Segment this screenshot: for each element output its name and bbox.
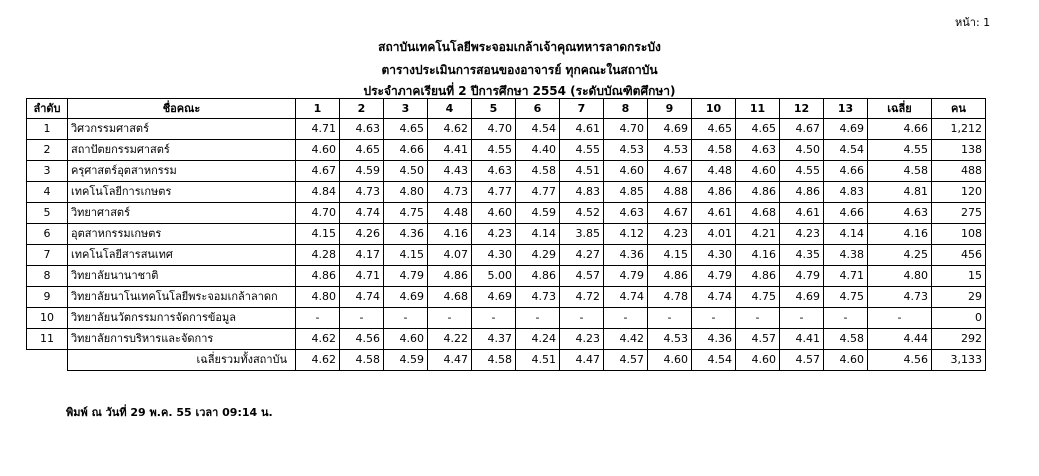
score-cell: 4.26 <box>340 224 384 245</box>
score-cell: 3.85 <box>560 224 604 245</box>
score-cell: 4.58 <box>692 140 736 161</box>
score-cell: 4.73 <box>340 182 384 203</box>
column-header: 7 <box>560 99 604 119</box>
row-index-cell: 10 <box>27 308 68 329</box>
institution-average-label: เฉลี่ยรวมทั้งสถาบัน <box>68 350 296 371</box>
row-index-cell: 5 <box>27 203 68 224</box>
score-cell: 4.24 <box>516 329 560 350</box>
semester-title: ประจำภาคเรียนที่ 2 ปีการศึกษา 2554 (ระดับบัณฑิตศึกษา) <box>363 84 676 98</box>
score-cell: 4.63 <box>868 203 932 224</box>
score-cell: 4.86 <box>296 266 340 287</box>
score-cell: - <box>560 308 604 329</box>
column-header: 5 <box>472 99 516 119</box>
score-cell: 4.61 <box>780 203 824 224</box>
score-cell: 4.73 <box>516 287 560 308</box>
total-score-cell: 4.58 <box>340 350 384 371</box>
faculty-name-cell: เทคโนโลยีการเกษตร <box>68 182 296 203</box>
faculty-name-cell: เทคโนโลยีสารสนเทศ <box>68 245 296 266</box>
score-cell: - <box>516 308 560 329</box>
score-cell: 4.86 <box>780 182 824 203</box>
score-cell: 4.61 <box>560 119 604 140</box>
score-cell: 4.74 <box>692 287 736 308</box>
score-cell: - <box>472 308 516 329</box>
score-cell: 4.72 <box>560 287 604 308</box>
column-header: 3 <box>384 99 428 119</box>
total-score-cell: 4.57 <box>604 350 648 371</box>
score-cell: 108 <box>932 224 986 245</box>
table-row <box>27 245 986 266</box>
score-cell: 0 <box>932 308 986 329</box>
score-cell: 4.01 <box>692 224 736 245</box>
score-cell: 4.86 <box>648 266 692 287</box>
column-header: 8 <box>604 99 648 119</box>
score-cell: 4.75 <box>736 287 780 308</box>
score-cell: 4.41 <box>780 329 824 350</box>
score-cell: 4.68 <box>428 287 472 308</box>
score-cell: 4.28 <box>296 245 340 266</box>
total-score-cell: 4.60 <box>648 350 692 371</box>
score-cell: - <box>428 308 472 329</box>
score-cell: 4.71 <box>824 266 868 287</box>
score-cell: 4.38 <box>824 245 868 266</box>
total-score-cell: 4.60 <box>736 350 780 371</box>
score-cell: 4.70 <box>604 119 648 140</box>
score-cell: 4.63 <box>340 119 384 140</box>
score-cell: 4.16 <box>868 224 932 245</box>
score-cell: 4.69 <box>384 287 428 308</box>
table-row <box>27 182 986 203</box>
column-header: 11 <box>736 99 780 119</box>
score-cell: 4.16 <box>736 245 780 266</box>
score-cell: 4.51 <box>560 161 604 182</box>
score-cell: 4.59 <box>340 161 384 182</box>
table-row <box>27 140 986 161</box>
score-cell: 4.30 <box>472 245 516 266</box>
column-header: 9 <box>648 99 692 119</box>
total-score-cell: 4.47 <box>560 350 604 371</box>
row-index-cell: 7 <box>27 245 68 266</box>
column-header: ชื่อคณะ <box>68 99 296 119</box>
faculty-name-cell: วิทยาลัยนานาชาติ <box>68 266 296 287</box>
score-cell: - <box>296 308 340 329</box>
score-cell: 4.88 <box>648 182 692 203</box>
score-cell: 4.63 <box>736 140 780 161</box>
score-cell: 4.66 <box>824 203 868 224</box>
score-cell: 4.61 <box>692 203 736 224</box>
score-cell: 4.55 <box>780 161 824 182</box>
row-index-cell: 3 <box>27 161 68 182</box>
score-cell: 4.23 <box>780 224 824 245</box>
score-cell: 4.79 <box>384 266 428 287</box>
score-cell: 4.74 <box>604 287 648 308</box>
score-cell: - <box>692 308 736 329</box>
score-cell: 4.77 <box>516 182 560 203</box>
faculty-name-cell: อุตสาหกรรมเกษตร <box>68 224 296 245</box>
column-header: 12 <box>780 99 824 119</box>
score-cell: 4.29 <box>516 245 560 266</box>
column-header: 10 <box>692 99 736 119</box>
score-cell: 4.37 <box>472 329 516 350</box>
score-cell: 4.65 <box>384 119 428 140</box>
score-cell: 4.50 <box>384 161 428 182</box>
score-cell: 5.00 <box>472 266 516 287</box>
score-cell: 15 <box>932 266 986 287</box>
score-cell: 4.70 <box>296 203 340 224</box>
total-score-cell: 4.56 <box>868 350 932 371</box>
row-index-cell: 9 <box>27 287 68 308</box>
score-cell: 4.35 <box>780 245 824 266</box>
column-header: 13 <box>824 99 868 119</box>
score-cell: 4.16 <box>428 224 472 245</box>
score-cell: 4.53 <box>648 329 692 350</box>
score-cell: 4.65 <box>736 119 780 140</box>
score-cell: 4.71 <box>340 266 384 287</box>
score-cell: - <box>648 308 692 329</box>
score-cell: 4.69 <box>824 119 868 140</box>
column-header: 4 <box>428 99 472 119</box>
score-cell: 4.57 <box>560 266 604 287</box>
score-cell: 4.23 <box>560 329 604 350</box>
score-cell: 4.86 <box>428 266 472 287</box>
faculty-name-cell: ครุศาสตร์อุตสาหกรรม <box>68 161 296 182</box>
score-cell: 4.83 <box>560 182 604 203</box>
score-cell: - <box>868 308 932 329</box>
total-score-cell: 4.54 <box>692 350 736 371</box>
score-cell: 4.15 <box>648 245 692 266</box>
score-cell: 4.36 <box>692 329 736 350</box>
score-cell: 4.73 <box>868 287 932 308</box>
score-cell: 4.86 <box>736 266 780 287</box>
score-cell: 4.27 <box>560 245 604 266</box>
score-cell: 4.69 <box>472 287 516 308</box>
score-cell: - <box>384 308 428 329</box>
column-header: 1 <box>296 99 340 119</box>
score-cell: 4.52 <box>560 203 604 224</box>
total-score-cell: 4.60 <box>824 350 868 371</box>
score-cell: 4.67 <box>780 119 824 140</box>
score-cell: 4.53 <box>648 140 692 161</box>
score-cell: 4.22 <box>428 329 472 350</box>
score-cell: 4.36 <box>384 224 428 245</box>
score-cell: 4.86 <box>692 182 736 203</box>
score-cell: - <box>340 308 384 329</box>
score-cell: 4.54 <box>824 140 868 161</box>
score-cell: 4.79 <box>604 266 648 287</box>
table-row <box>27 308 986 329</box>
score-cell: 4.75 <box>384 203 428 224</box>
score-cell: 4.21 <box>736 224 780 245</box>
score-cell: 4.75 <box>824 287 868 308</box>
score-cell: 4.66 <box>384 140 428 161</box>
score-cell: 4.68 <box>736 203 780 224</box>
score-cell: 4.63 <box>472 161 516 182</box>
row-index-cell: 6 <box>27 224 68 245</box>
score-cell: 4.84 <box>296 182 340 203</box>
score-cell: 4.17 <box>340 245 384 266</box>
score-cell: 4.74 <box>340 287 384 308</box>
table-row <box>27 329 986 350</box>
faculty-name-cell: วิศวกรรมศาสตร์ <box>68 119 296 140</box>
table-row <box>27 287 986 308</box>
score-cell: 4.48 <box>428 203 472 224</box>
score-cell: 292 <box>932 329 986 350</box>
score-cell: 4.86 <box>516 266 560 287</box>
score-cell: 4.63 <box>604 203 648 224</box>
print-timestamp: พิมพ์ ณ วันที่ 29 พ.ค. 55 เวลา 09:14 น. <box>66 406 273 419</box>
score-cell: - <box>736 308 780 329</box>
score-cell: 4.42 <box>604 329 648 350</box>
column-header: คน <box>932 99 986 119</box>
total-score-cell: 4.62 <box>296 350 340 371</box>
score-cell: 4.65 <box>340 140 384 161</box>
score-cell: 4.44 <box>868 329 932 350</box>
score-cell: 4.73 <box>428 182 472 203</box>
score-cell: 4.79 <box>692 266 736 287</box>
row-index-cell: 11 <box>27 329 68 350</box>
score-cell: 4.12 <box>604 224 648 245</box>
score-cell: - <box>780 308 824 329</box>
faculty-name-cell: วิทยาลัยนวัตกรรมการจัดการข้อมูล <box>68 308 296 329</box>
score-cell: 4.57 <box>736 329 780 350</box>
score-cell: 4.66 <box>868 119 932 140</box>
score-cell: 4.59 <box>516 203 560 224</box>
column-header: 6 <box>516 99 560 119</box>
score-cell: 4.43 <box>428 161 472 182</box>
score-cell: 4.71 <box>296 119 340 140</box>
score-cell: 4.74 <box>340 203 384 224</box>
score-cell: 4.86 <box>736 182 780 203</box>
score-cell: 138 <box>932 140 986 161</box>
score-cell: - <box>604 308 648 329</box>
total-score-cell: 4.59 <box>384 350 428 371</box>
score-cell: 4.25 <box>868 245 932 266</box>
table-row <box>27 203 986 224</box>
row-index-cell: 2 <box>27 140 68 161</box>
score-cell: 4.60 <box>472 203 516 224</box>
score-cell: 4.60 <box>604 161 648 182</box>
column-header: ลำดับ <box>27 99 68 119</box>
score-cell: 4.23 <box>472 224 516 245</box>
score-cell: 4.69 <box>648 119 692 140</box>
row-index-cell: 1 <box>27 119 68 140</box>
score-cell: 4.83 <box>824 182 868 203</box>
score-cell: 29 <box>932 287 986 308</box>
score-cell: 4.67 <box>296 161 340 182</box>
score-cell: 4.79 <box>780 266 824 287</box>
score-cell: 4.62 <box>428 119 472 140</box>
score-cell: 4.80 <box>296 287 340 308</box>
score-cell: 4.23 <box>648 224 692 245</box>
score-cell: 4.53 <box>604 140 648 161</box>
score-cell: 4.77 <box>472 182 516 203</box>
score-cell: 4.36 <box>604 245 648 266</box>
score-cell: 4.40 <box>516 140 560 161</box>
score-cell: 4.58 <box>516 161 560 182</box>
evaluation-table <box>26 98 986 371</box>
table-row <box>27 224 986 245</box>
score-cell: 4.50 <box>780 140 824 161</box>
institution-title: สถาบันเทคโนโลยีพระจอมเกล้าเจ้าคุณทหารลาดกระบัง <box>378 40 661 54</box>
table-row <box>27 266 986 287</box>
row-index-cell: 8 <box>27 266 68 287</box>
score-cell: 456 <box>932 245 986 266</box>
score-cell: 4.58 <box>868 161 932 182</box>
score-cell: 4.67 <box>648 161 692 182</box>
score-cell: 4.48 <box>692 161 736 182</box>
score-cell: 4.62 <box>296 329 340 350</box>
score-cell: 4.15 <box>296 224 340 245</box>
score-cell: 4.80 <box>868 266 932 287</box>
score-cell: 4.54 <box>516 119 560 140</box>
empty-cell <box>27 350 68 371</box>
total-score-cell: 4.51 <box>516 350 560 371</box>
page-number: หน้า: 1 <box>955 16 991 29</box>
score-cell: 4.60 <box>296 140 340 161</box>
score-cell: 4.58 <box>824 329 868 350</box>
column-header: เฉลี่ย <box>868 99 932 119</box>
score-cell: 4.67 <box>648 203 692 224</box>
score-cell: 1,212 <box>932 119 986 140</box>
score-cell: 4.14 <box>516 224 560 245</box>
score-cell: 488 <box>932 161 986 182</box>
score-cell: 4.81 <box>868 182 932 203</box>
total-score-cell: 4.47 <box>428 350 472 371</box>
faculty-name-cell: สถาปัตยกรรมศาสตร์ <box>68 140 296 161</box>
score-cell: 4.70 <box>472 119 516 140</box>
score-cell: 4.65 <box>692 119 736 140</box>
score-cell: 4.55 <box>868 140 932 161</box>
score-cell: - <box>824 308 868 329</box>
score-cell: 4.56 <box>340 329 384 350</box>
total-score-cell: 4.57 <box>780 350 824 371</box>
score-cell: 4.78 <box>648 287 692 308</box>
score-cell: 4.66 <box>824 161 868 182</box>
report-title: ตารางประเมินการสอนของอาจารย์ ทุกคณะในสถาบัน <box>381 63 658 77</box>
score-cell: 4.15 <box>384 245 428 266</box>
table-header-row <box>27 99 986 119</box>
row-index-cell: 4 <box>27 182 68 203</box>
faculty-name-cell: วิทยาศาสตร์ <box>68 203 296 224</box>
score-cell: 4.55 <box>560 140 604 161</box>
score-cell: 4.30 <box>692 245 736 266</box>
score-cell: 4.80 <box>384 182 428 203</box>
score-cell: 4.14 <box>824 224 868 245</box>
score-cell: 4.69 <box>780 287 824 308</box>
score-cell: 4.55 <box>472 140 516 161</box>
score-cell: 4.60 <box>736 161 780 182</box>
total-score-cell: 3,133 <box>932 350 986 371</box>
faculty-name-cell: วิทยาลัยการบริหารและจัดการ <box>68 329 296 350</box>
column-header: 2 <box>340 99 384 119</box>
institution-average-row <box>27 350 986 371</box>
total-score-cell: 4.58 <box>472 350 516 371</box>
score-cell: 4.41 <box>428 140 472 161</box>
score-cell: 120 <box>932 182 986 203</box>
score-cell: 4.60 <box>384 329 428 350</box>
table-row <box>27 161 986 182</box>
table-row <box>27 119 986 140</box>
faculty-name-cell: วิทยาลัยนาโนเทคโนโลยีพระจอมเกล้าลาดก <box>68 287 296 308</box>
score-cell: 4.85 <box>604 182 648 203</box>
score-cell: 4.07 <box>428 245 472 266</box>
score-cell: 275 <box>932 203 986 224</box>
